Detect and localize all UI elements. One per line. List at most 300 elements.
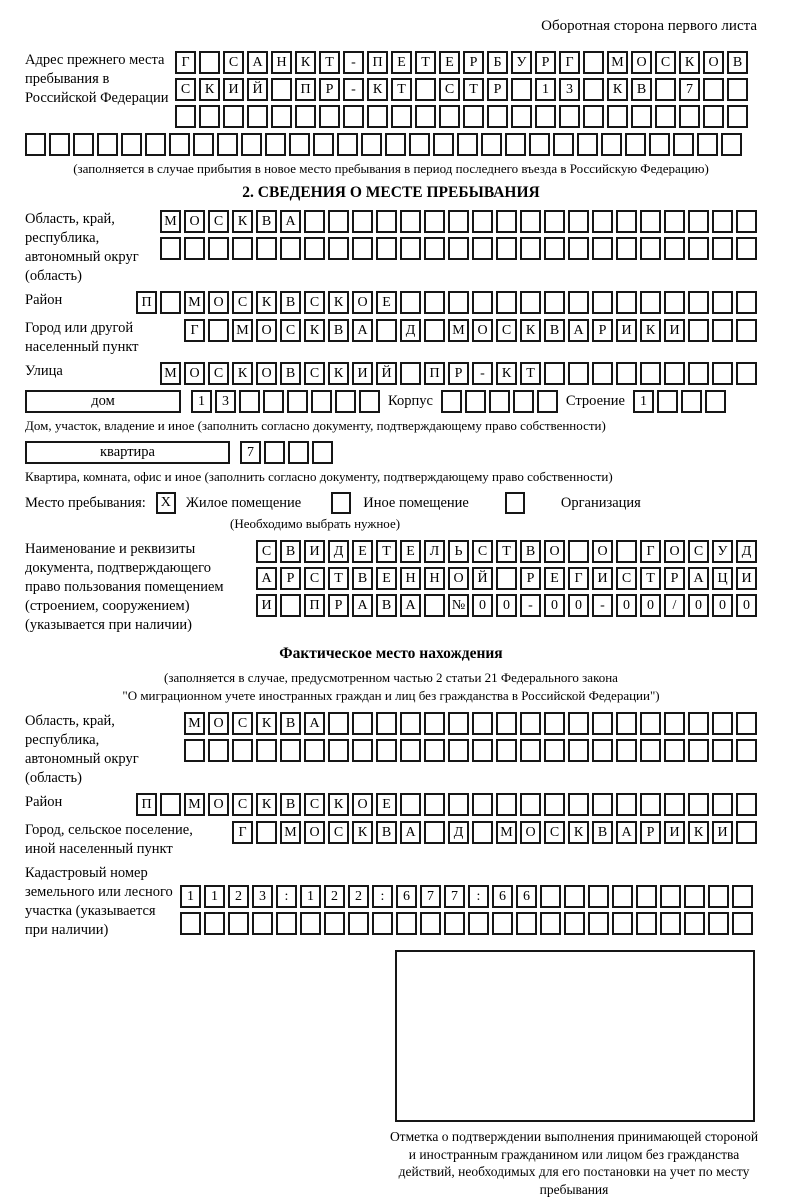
char-cell[interactable] <box>73 133 94 156</box>
char-cell[interactable] <box>660 912 681 935</box>
char-cell[interactable] <box>513 390 534 413</box>
char-cell[interactable] <box>496 712 517 735</box>
char-cell[interactable]: К <box>568 821 589 844</box>
char-cell[interactable] <box>712 739 733 762</box>
char-cell[interactable] <box>649 133 670 156</box>
char-cell[interactable] <box>712 793 733 816</box>
char-cell[interactable] <box>732 885 753 908</box>
char-cell[interactable]: Р <box>487 78 508 101</box>
char-cell[interactable]: И <box>736 567 757 590</box>
char-cell[interactable]: И <box>616 319 637 342</box>
char-cell[interactable]: М <box>496 821 517 844</box>
char-cell[interactable] <box>544 712 565 735</box>
char-cell[interactable]: М <box>184 793 205 816</box>
char-cell[interactable]: 0 <box>496 594 517 617</box>
char-cell[interactable] <box>688 362 709 385</box>
char-cell[interactable] <box>448 237 469 260</box>
char-cell[interactable]: А <box>352 319 373 342</box>
char-cell[interactable] <box>400 210 421 233</box>
char-cell[interactable]: И <box>664 821 685 844</box>
char-cell[interactable]: И <box>352 362 373 385</box>
char-cell[interactable] <box>312 441 333 464</box>
char-cell[interactable]: Е <box>544 567 565 590</box>
char-cell[interactable] <box>712 237 733 260</box>
char-cell[interactable] <box>520 712 541 735</box>
char-cell[interactable]: Р <box>328 594 349 617</box>
char-cell[interactable]: Л <box>424 540 445 563</box>
char-cell[interactable]: К <box>328 291 349 314</box>
char-cell[interactable] <box>424 237 445 260</box>
char-cell[interactable]: Г <box>184 319 205 342</box>
char-cell[interactable]: Т <box>640 567 661 590</box>
char-cell[interactable]: К <box>328 793 349 816</box>
char-cell[interactable] <box>400 793 421 816</box>
char-cell[interactable] <box>400 291 421 314</box>
char-cell[interactable] <box>496 237 517 260</box>
char-cell[interactable] <box>612 885 633 908</box>
char-cell[interactable] <box>655 78 676 101</box>
char-cell[interactable]: Е <box>352 540 373 563</box>
char-cell[interactable] <box>289 133 310 156</box>
char-cell[interactable]: К <box>688 821 709 844</box>
char-cell[interactable]: В <box>592 821 613 844</box>
char-cell[interactable] <box>612 912 633 935</box>
char-cell[interactable]: - <box>343 78 364 101</box>
char-cell[interactable]: 6 <box>396 885 417 908</box>
char-cell[interactable] <box>448 712 469 735</box>
char-cell[interactable] <box>239 390 260 413</box>
char-cell[interactable] <box>640 793 661 816</box>
char-cell[interactable] <box>169 133 190 156</box>
char-cell[interactable] <box>712 210 733 233</box>
char-cell[interactable]: В <box>280 712 301 735</box>
char-cell[interactable] <box>223 105 244 128</box>
char-cell[interactable]: П <box>304 594 325 617</box>
char-cell[interactable]: С <box>175 78 196 101</box>
char-cell[interactable] <box>264 441 285 464</box>
char-cell[interactable] <box>295 105 316 128</box>
char-cell[interactable] <box>520 210 541 233</box>
char-cell[interactable] <box>592 712 613 735</box>
char-cell[interactable] <box>328 237 349 260</box>
char-cell[interactable] <box>424 319 445 342</box>
char-cell[interactable] <box>703 105 724 128</box>
char-cell[interactable]: К <box>520 319 541 342</box>
char-cell[interactable]: Т <box>463 78 484 101</box>
char-cell[interactable] <box>544 291 565 314</box>
char-cell[interactable] <box>736 291 757 314</box>
char-cell[interactable] <box>335 390 356 413</box>
char-cell[interactable]: Р <box>592 319 613 342</box>
char-cell[interactable] <box>265 133 286 156</box>
organization-checkbox[interactable] <box>505 492 525 514</box>
char-cell[interactable] <box>732 912 753 935</box>
char-cell[interactable]: В <box>280 793 301 816</box>
char-cell[interactable]: М <box>448 319 469 342</box>
char-cell[interactable]: А <box>352 594 373 617</box>
char-cell[interactable]: К <box>256 291 277 314</box>
char-cell[interactable]: О <box>208 291 229 314</box>
char-cell[interactable]: О <box>592 540 613 563</box>
char-cell[interactable] <box>664 793 685 816</box>
char-cell[interactable] <box>736 821 757 844</box>
char-cell[interactable] <box>688 291 709 314</box>
char-cell[interactable]: У <box>511 51 532 74</box>
char-cell[interactable] <box>300 912 321 935</box>
char-cell[interactable] <box>520 739 541 762</box>
char-cell[interactable]: С <box>208 362 229 385</box>
char-cell[interactable]: И <box>664 319 685 342</box>
char-cell[interactable]: А <box>568 319 589 342</box>
char-cell[interactable] <box>391 105 412 128</box>
char-cell[interactable] <box>468 912 489 935</box>
char-cell[interactable] <box>601 133 622 156</box>
char-cell[interactable]: К <box>496 362 517 385</box>
char-cell[interactable]: О <box>448 567 469 590</box>
char-cell[interactable]: Н <box>400 567 421 590</box>
char-cell[interactable] <box>592 362 613 385</box>
char-cell[interactable]: М <box>232 319 253 342</box>
char-cell[interactable] <box>577 133 598 156</box>
char-cell[interactable]: 3 <box>559 78 580 101</box>
char-cell[interactable] <box>540 885 561 908</box>
char-cell[interactable] <box>537 390 558 413</box>
char-cell[interactable]: 1 <box>180 885 201 908</box>
char-cell[interactable] <box>472 291 493 314</box>
char-cell[interactable]: Е <box>376 567 397 590</box>
char-cell[interactable] <box>540 912 561 935</box>
char-cell[interactable]: Т <box>319 51 340 74</box>
char-cell[interactable] <box>583 105 604 128</box>
char-cell[interactable]: М <box>184 291 205 314</box>
char-cell[interactable]: П <box>136 793 157 816</box>
char-cell[interactable] <box>311 390 332 413</box>
char-cell[interactable]: О <box>352 793 373 816</box>
char-cell[interactable] <box>505 133 526 156</box>
char-cell[interactable] <box>280 237 301 260</box>
char-cell[interactable]: С <box>616 567 637 590</box>
char-cell[interactable] <box>204 912 225 935</box>
char-cell[interactable] <box>616 739 637 762</box>
char-cell[interactable]: Т <box>520 362 541 385</box>
char-cell[interactable]: - <box>592 594 613 617</box>
char-cell[interactable]: О <box>472 319 493 342</box>
char-cell[interactable]: А <box>688 567 709 590</box>
char-cell[interactable] <box>688 793 709 816</box>
char-cell[interactable]: О <box>703 51 724 74</box>
char-cell[interactable]: С <box>256 540 277 563</box>
char-cell[interactable] <box>376 319 397 342</box>
char-cell[interactable] <box>625 133 646 156</box>
char-cell[interactable] <box>415 78 436 101</box>
char-cell[interactable] <box>352 712 373 735</box>
char-cell[interactable] <box>424 793 445 816</box>
char-cell[interactable]: С <box>304 291 325 314</box>
char-cell[interactable] <box>568 540 589 563</box>
char-cell[interactable] <box>568 793 589 816</box>
residential-checkbox[interactable]: X <box>156 492 176 514</box>
char-cell[interactable] <box>736 237 757 260</box>
char-cell[interactable] <box>457 133 478 156</box>
char-cell[interactable] <box>121 133 142 156</box>
char-cell[interactable] <box>681 390 702 413</box>
char-cell[interactable] <box>376 712 397 735</box>
char-cell[interactable] <box>441 390 462 413</box>
char-cell[interactable] <box>361 133 382 156</box>
char-cell[interactable] <box>359 390 380 413</box>
char-cell[interactable]: Т <box>328 567 349 590</box>
char-cell[interactable]: С <box>304 567 325 590</box>
char-cell[interactable] <box>208 319 229 342</box>
char-cell[interactable]: 0 <box>688 594 709 617</box>
char-cell[interactable] <box>372 912 393 935</box>
char-cell[interactable]: Т <box>391 78 412 101</box>
char-cell[interactable]: Д <box>448 821 469 844</box>
char-cell[interactable]: Е <box>376 291 397 314</box>
char-cell[interactable]: О <box>304 821 325 844</box>
char-cell[interactable] <box>247 105 268 128</box>
char-cell[interactable] <box>535 105 556 128</box>
char-cell[interactable] <box>736 362 757 385</box>
char-cell[interactable] <box>640 210 661 233</box>
char-cell[interactable] <box>180 912 201 935</box>
char-cell[interactable]: К <box>199 78 220 101</box>
char-cell[interactable] <box>688 319 709 342</box>
char-cell[interactable] <box>708 912 729 935</box>
char-cell[interactable] <box>511 78 532 101</box>
char-cell[interactable] <box>583 78 604 101</box>
char-cell[interactable] <box>679 105 700 128</box>
char-cell[interactable]: О <box>256 319 277 342</box>
char-cell[interactable]: В <box>280 291 301 314</box>
char-cell[interactable] <box>688 712 709 735</box>
char-cell[interactable]: / <box>664 594 685 617</box>
char-cell[interactable] <box>520 291 541 314</box>
char-cell[interactable] <box>304 739 325 762</box>
char-cell[interactable] <box>657 390 678 413</box>
char-cell[interactable]: Р <box>640 821 661 844</box>
char-cell[interactable] <box>184 237 205 260</box>
char-cell[interactable]: Д <box>400 319 421 342</box>
char-cell[interactable] <box>664 362 685 385</box>
char-cell[interactable] <box>640 237 661 260</box>
char-cell[interactable] <box>496 793 517 816</box>
char-cell[interactable]: Т <box>496 540 517 563</box>
char-cell[interactable]: - <box>343 51 364 74</box>
char-cell[interactable] <box>660 885 681 908</box>
char-cell[interactable] <box>640 739 661 762</box>
char-cell[interactable] <box>568 362 589 385</box>
char-cell[interactable] <box>616 362 637 385</box>
char-cell[interactable]: В <box>256 210 277 233</box>
char-cell[interactable] <box>727 105 748 128</box>
char-cell[interactable] <box>465 390 486 413</box>
char-cell[interactable] <box>256 739 277 762</box>
char-cell[interactable] <box>367 105 388 128</box>
char-cell[interactable]: 0 <box>616 594 637 617</box>
char-cell[interactable] <box>256 237 277 260</box>
char-cell[interactable]: П <box>295 78 316 101</box>
char-cell[interactable] <box>616 540 637 563</box>
char-cell[interactable] <box>607 105 628 128</box>
char-cell[interactable]: К <box>367 78 388 101</box>
char-cell[interactable] <box>529 133 550 156</box>
house-type-box[interactable] <box>25 390 181 413</box>
char-cell[interactable]: В <box>520 540 541 563</box>
char-cell[interactable] <box>559 105 580 128</box>
char-cell[interactable] <box>385 133 406 156</box>
char-cell[interactable]: С <box>223 51 244 74</box>
char-cell[interactable]: 7 <box>240 441 261 464</box>
char-cell[interactable] <box>684 885 705 908</box>
char-cell[interactable] <box>568 210 589 233</box>
char-cell[interactable] <box>673 133 694 156</box>
char-cell[interactable]: К <box>256 793 277 816</box>
char-cell[interactable] <box>208 237 229 260</box>
char-cell[interactable]: М <box>280 821 301 844</box>
char-cell[interactable] <box>631 105 652 128</box>
char-cell[interactable] <box>544 362 565 385</box>
char-cell[interactable]: О <box>544 540 565 563</box>
char-cell[interactable] <box>420 912 441 935</box>
char-cell[interactable]: А <box>247 51 268 74</box>
char-cell[interactable]: О <box>520 821 541 844</box>
char-cell[interactable] <box>276 912 297 935</box>
char-cell[interactable] <box>337 133 358 156</box>
char-cell[interactable] <box>97 133 118 156</box>
char-cell[interactable] <box>472 237 493 260</box>
char-cell[interactable] <box>343 105 364 128</box>
char-cell[interactable]: И <box>223 78 244 101</box>
char-cell[interactable] <box>705 390 726 413</box>
char-cell[interactable] <box>544 210 565 233</box>
char-cell[interactable]: К <box>232 210 253 233</box>
char-cell[interactable] <box>263 390 284 413</box>
char-cell[interactable]: К <box>352 821 373 844</box>
char-cell[interactable] <box>640 712 661 735</box>
char-cell[interactable]: И <box>256 594 277 617</box>
char-cell[interactable] <box>712 362 733 385</box>
char-cell[interactable]: В <box>727 51 748 74</box>
char-cell[interactable] <box>287 390 308 413</box>
char-cell[interactable]: 0 <box>472 594 493 617</box>
char-cell[interactable] <box>352 237 373 260</box>
char-cell[interactable]: 1 <box>535 78 556 101</box>
char-cell[interactable] <box>313 133 334 156</box>
char-cell[interactable]: В <box>544 319 565 342</box>
char-cell[interactable]: В <box>352 567 373 590</box>
char-cell[interactable]: О <box>208 712 229 735</box>
char-cell[interactable] <box>232 739 253 762</box>
char-cell[interactable] <box>352 739 373 762</box>
char-cell[interactable] <box>208 739 229 762</box>
char-cell[interactable] <box>588 885 609 908</box>
char-cell[interactable]: Р <box>463 51 484 74</box>
char-cell[interactable] <box>348 912 369 935</box>
char-cell[interactable]: О <box>352 291 373 314</box>
char-cell[interactable] <box>304 210 325 233</box>
char-cell[interactable]: 7 <box>679 78 700 101</box>
char-cell[interactable] <box>481 133 502 156</box>
char-cell[interactable]: Е <box>376 793 397 816</box>
char-cell[interactable]: К <box>328 362 349 385</box>
char-cell[interactable] <box>328 739 349 762</box>
char-cell[interactable]: Г <box>559 51 580 74</box>
char-cell[interactable]: : <box>372 885 393 908</box>
char-cell[interactable] <box>424 739 445 762</box>
char-cell[interactable]: С <box>439 78 460 101</box>
char-cell[interactable] <box>664 237 685 260</box>
char-cell[interactable]: К <box>607 78 628 101</box>
char-cell[interactable]: С <box>304 793 325 816</box>
char-cell[interactable] <box>592 291 613 314</box>
char-cell[interactable]: С <box>496 319 517 342</box>
char-cell[interactable] <box>736 319 757 342</box>
char-cell[interactable]: П <box>136 291 157 314</box>
char-cell[interactable]: 2 <box>324 885 345 908</box>
char-cell[interactable] <box>472 821 493 844</box>
char-cell[interactable] <box>328 210 349 233</box>
char-cell[interactable]: 1 <box>191 390 212 413</box>
char-cell[interactable]: 0 <box>544 594 565 617</box>
char-cell[interactable]: С <box>304 362 325 385</box>
char-cell[interactable] <box>175 105 196 128</box>
char-cell[interactable]: О <box>184 362 205 385</box>
char-cell[interactable] <box>376 237 397 260</box>
char-cell[interactable] <box>433 133 454 156</box>
char-cell[interactable]: О <box>664 540 685 563</box>
char-cell[interactable] <box>199 51 220 74</box>
char-cell[interactable]: Р <box>535 51 556 74</box>
char-cell[interactable] <box>520 793 541 816</box>
char-cell[interactable]: С <box>232 291 253 314</box>
char-cell[interactable] <box>721 133 742 156</box>
char-cell[interactable] <box>496 567 517 590</box>
char-cell[interactable]: 0 <box>736 594 757 617</box>
char-cell[interactable]: Р <box>319 78 340 101</box>
char-cell[interactable] <box>376 739 397 762</box>
char-cell[interactable]: К <box>295 51 316 74</box>
char-cell[interactable]: Ь <box>448 540 469 563</box>
char-cell[interactable] <box>712 712 733 735</box>
char-cell[interactable] <box>496 739 517 762</box>
char-cell[interactable] <box>400 712 421 735</box>
char-cell[interactable] <box>319 105 340 128</box>
char-cell[interactable]: С <box>232 712 253 735</box>
char-cell[interactable]: Г <box>640 540 661 563</box>
char-cell[interactable] <box>636 885 657 908</box>
char-cell[interactable] <box>256 821 277 844</box>
char-cell[interactable] <box>568 739 589 762</box>
char-cell[interactable] <box>489 390 510 413</box>
char-cell[interactable] <box>145 133 166 156</box>
char-cell[interactable]: К <box>640 319 661 342</box>
char-cell[interactable] <box>616 793 637 816</box>
char-cell[interactable] <box>424 291 445 314</box>
char-cell[interactable] <box>736 739 757 762</box>
char-cell[interactable] <box>448 291 469 314</box>
char-cell[interactable]: 7 <box>420 885 441 908</box>
char-cell[interactable] <box>703 78 724 101</box>
char-cell[interactable] <box>712 291 733 314</box>
char-cell[interactable]: К <box>304 319 325 342</box>
char-cell[interactable] <box>564 885 585 908</box>
char-cell[interactable] <box>193 133 214 156</box>
char-cell[interactable] <box>496 291 517 314</box>
char-cell[interactable] <box>592 237 613 260</box>
char-cell[interactable] <box>588 912 609 935</box>
char-cell[interactable] <box>400 237 421 260</box>
